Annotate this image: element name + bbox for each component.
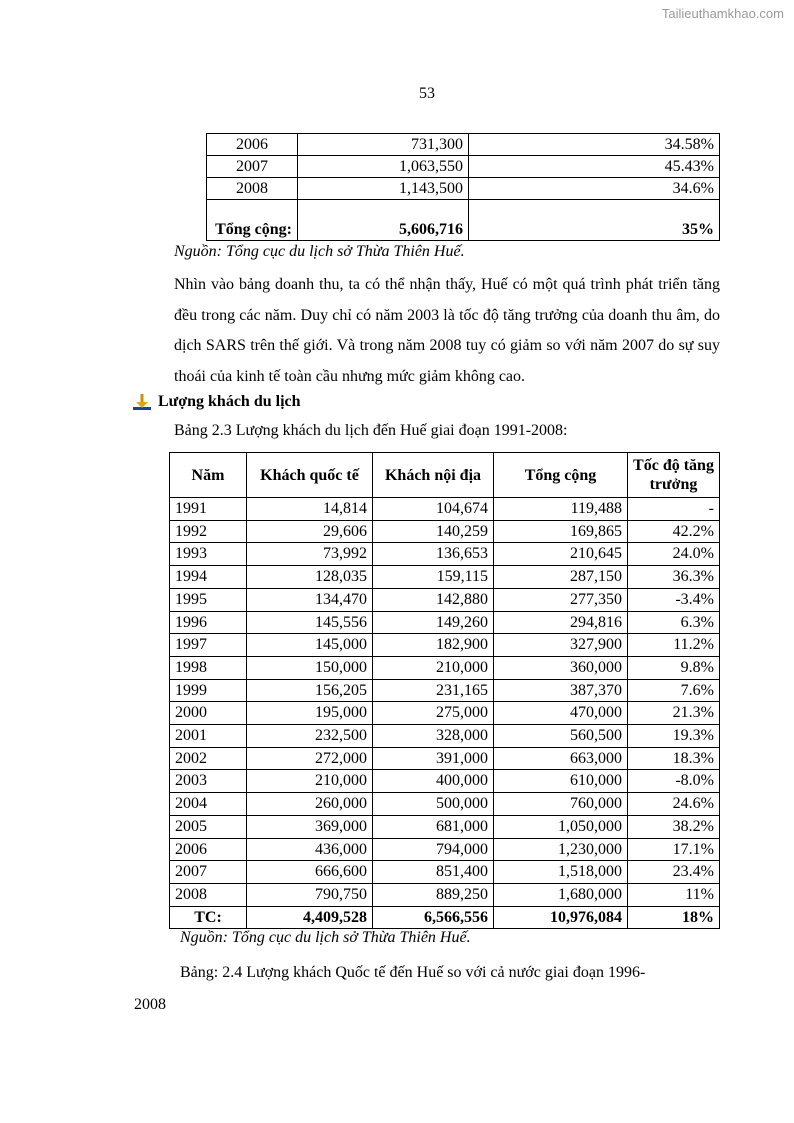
international-cell: 436,000 xyxy=(247,838,373,861)
year-cell: 2008 xyxy=(207,178,298,200)
total-cell: 169,865 xyxy=(494,520,628,543)
international-cell: 128,035 xyxy=(247,566,373,589)
table-row xyxy=(170,611,720,634)
total-international: 4,409,528 xyxy=(247,906,373,929)
year-cell: 2007 xyxy=(170,861,247,884)
header-total: Tổng cộng xyxy=(494,453,628,498)
international-cell: 29,606 xyxy=(247,520,373,543)
total-cell: 360,000 xyxy=(494,656,628,679)
year-cell: 2005 xyxy=(170,815,247,838)
domestic-cell: 136,653 xyxy=(373,543,494,566)
year-cell: 1994 xyxy=(170,566,247,589)
year-cell: 2007 xyxy=(207,156,298,178)
domestic-cell: 400,000 xyxy=(373,770,494,793)
total-label: TC: xyxy=(170,906,247,929)
domestic-cell: 391,000 xyxy=(373,747,494,770)
total-cell: 387,370 xyxy=(494,679,628,702)
total-cell: 1,050,000 xyxy=(494,815,628,838)
total-row xyxy=(207,200,720,241)
table-row xyxy=(170,725,720,748)
page-number: 53 xyxy=(419,85,435,102)
year-cell: 1996 xyxy=(170,611,247,634)
revenue-table xyxy=(206,133,720,241)
section-heading-text: Lượng khách du lịch xyxy=(158,393,301,410)
growth-cell: 23.4% xyxy=(628,861,720,884)
table-row xyxy=(170,861,720,884)
year-cell: 1991 xyxy=(170,498,247,521)
table-row xyxy=(170,702,720,725)
table-row xyxy=(170,770,720,793)
header-international: Khách quốc tế xyxy=(247,453,373,498)
growth-cell: 42.2% xyxy=(628,520,720,543)
table-row xyxy=(170,793,720,816)
visitors-table xyxy=(169,452,720,929)
growth-cell: 9.8% xyxy=(628,656,720,679)
table1-source: Nguồn: Tổng cục du lịch sở Thừa Thiên Huế. xyxy=(174,243,465,260)
total-label: Tổng cộng: xyxy=(207,200,298,241)
total-value: 5,606,716 xyxy=(298,200,469,241)
table-header-row xyxy=(170,453,720,498)
rate-cell: 34.6% xyxy=(469,178,720,200)
growth-cell: 18.3% xyxy=(628,747,720,770)
table-row xyxy=(170,498,720,521)
growth-cell: 24.6% xyxy=(628,793,720,816)
year-cell: 1999 xyxy=(170,679,247,702)
table-row xyxy=(207,178,720,200)
year-cell: 1997 xyxy=(170,634,247,657)
closing-line-2: 2008 xyxy=(134,996,166,1013)
growth-cell: 19.3% xyxy=(628,725,720,748)
year-cell: 2006 xyxy=(170,838,247,861)
year-cell: 2000 xyxy=(170,702,247,725)
total-cell: 1,518,000 xyxy=(494,861,628,884)
total-cell: 560,500 xyxy=(494,725,628,748)
international-cell: 73,992 xyxy=(247,543,373,566)
watermark: Tailieuthamkhao.com xyxy=(661,6,784,21)
year-cell: 1992 xyxy=(170,520,247,543)
total-cell: 1,230,000 xyxy=(494,838,628,861)
international-cell: 369,000 xyxy=(247,815,373,838)
international-cell: 790,750 xyxy=(247,883,373,906)
total-rate: 35% xyxy=(469,200,720,241)
domestic-cell: 328,000 xyxy=(373,725,494,748)
growth-cell: 6.3% xyxy=(628,611,720,634)
total-cell: 277,350 xyxy=(494,588,628,611)
table-row xyxy=(170,543,720,566)
year-cell: 1995 xyxy=(170,588,247,611)
growth-cell: 21.3% xyxy=(628,702,720,725)
table2-source: Nguồn: Tổng cục du lịch sở Thừa Thiên Huế. xyxy=(180,929,471,946)
year-cell: 2004 xyxy=(170,793,247,816)
table-row xyxy=(170,566,720,589)
international-cell: 150,000 xyxy=(247,656,373,679)
total-cell: 1,680,000 xyxy=(494,883,628,906)
year-cell: 1993 xyxy=(170,543,247,566)
year-cell: 2003 xyxy=(170,770,247,793)
table2-caption: Bảng 2.3 Lượng khách du lịch đến Huế giai đoạn 1991-2008: xyxy=(174,422,568,439)
international-cell: 145,000 xyxy=(247,634,373,657)
total-cell: 294,816 xyxy=(494,611,628,634)
international-cell: 156,205 xyxy=(247,679,373,702)
international-cell: 145,556 xyxy=(247,611,373,634)
domestic-cell: 210,000 xyxy=(373,656,494,679)
year-cell: 2001 xyxy=(170,725,247,748)
table-row xyxy=(170,520,720,543)
total-domestic: 6,566,556 xyxy=(373,906,494,929)
closing-caption xyxy=(134,957,720,1021)
international-cell: 210,000 xyxy=(247,770,373,793)
table-row xyxy=(170,634,720,657)
table-row xyxy=(170,747,720,770)
total-cell: 470,000 xyxy=(494,702,628,725)
domestic-cell: 851,400 xyxy=(373,861,494,884)
analysis-paragraph: Nhìn vào bảng doanh thu, ta có thể nhận thấy, Huế có một quá trình phát triển tăng đều trong các năm. Duy chỉ có năm 2003 là tốc độ tăng trưởng của doanh thu âm, do dịch SARS trên thế giới. Và trong năm 2008 tuy có giảm so với năm 2007 do sự suy thoái của kinh tế toàn cầu nhưng mức giảm không cao. xyxy=(174,276,720,385)
domestic-cell: 182,900 xyxy=(373,634,494,657)
international-cell: 260,000 xyxy=(247,793,373,816)
table-row xyxy=(170,838,720,861)
header-year: Năm xyxy=(170,453,247,498)
value-cell: 731,300 xyxy=(298,134,469,156)
international-cell: 134,470 xyxy=(247,588,373,611)
growth-cell: 17.1% xyxy=(628,838,720,861)
year-cell: 2002 xyxy=(170,747,247,770)
international-cell: 272,000 xyxy=(247,747,373,770)
growth-cell: -3.4% xyxy=(628,588,720,611)
total-cell: 610,000 xyxy=(494,770,628,793)
total-cell: 210,645 xyxy=(494,543,628,566)
total-cell: 760,000 xyxy=(494,793,628,816)
table-row xyxy=(170,815,720,838)
international-cell: 195,000 xyxy=(247,702,373,725)
international-cell: 666,600 xyxy=(247,861,373,884)
growth-cell: 11% xyxy=(628,883,720,906)
domestic-cell: 149,260 xyxy=(373,611,494,634)
year-cell: 2006 xyxy=(207,134,298,156)
total-growth: 18% xyxy=(628,906,720,929)
value-cell: 1,063,550 xyxy=(298,156,469,178)
growth-cell: 7.6% xyxy=(628,679,720,702)
total-cell: 119,488 xyxy=(494,498,628,521)
value-cell: 1,143,500 xyxy=(298,178,469,200)
growth-cell: -8.0% xyxy=(628,770,720,793)
growth-cell: 36.3% xyxy=(628,566,720,589)
growth-cell: - xyxy=(628,498,720,521)
domestic-cell: 275,000 xyxy=(373,702,494,725)
total-cell: 327,900 xyxy=(494,634,628,657)
growth-cell: 38.2% xyxy=(628,815,720,838)
rate-cell: 34.58% xyxy=(469,134,720,156)
domestic-cell: 231,165 xyxy=(373,679,494,702)
international-cell: 232,500 xyxy=(247,725,373,748)
domestic-cell: 889,250 xyxy=(373,883,494,906)
table-row xyxy=(170,588,720,611)
total-cell: 287,150 xyxy=(494,566,628,589)
domestic-cell: 794,000 xyxy=(373,838,494,861)
domestic-cell: 142,880 xyxy=(373,588,494,611)
header-growth: Tốc độ tăng trưởng xyxy=(628,453,720,498)
total-cell: 663,000 xyxy=(494,747,628,770)
closing-line-1: Bảng: 2.4 Lượng khách Quốc tế đến Huế so với cả nước giai đoạn 1996- xyxy=(180,964,646,981)
domestic-cell: 140,259 xyxy=(373,520,494,543)
growth-cell: 11.2% xyxy=(628,634,720,657)
year-cell: 1998 xyxy=(170,656,247,679)
arrow-down-bullet-icon xyxy=(132,392,152,412)
growth-cell: 24.0% xyxy=(628,543,720,566)
domestic-cell: 104,674 xyxy=(373,498,494,521)
international-cell: 14,814 xyxy=(247,498,373,521)
domestic-cell: 681,000 xyxy=(373,815,494,838)
section-heading xyxy=(132,392,301,412)
table-row xyxy=(170,883,720,906)
domestic-cell: 500,000 xyxy=(373,793,494,816)
total-sum: 10,976,084 xyxy=(494,906,628,929)
total-row xyxy=(170,906,720,929)
year-cell: 2008 xyxy=(170,883,247,906)
domestic-cell: 159,115 xyxy=(373,566,494,589)
table-row xyxy=(207,156,720,178)
header-domestic: Khách nội địa xyxy=(373,453,494,498)
rate-cell: 45.43% xyxy=(469,156,720,178)
table-row xyxy=(207,134,720,156)
table-row xyxy=(170,656,720,679)
table-row xyxy=(170,679,720,702)
